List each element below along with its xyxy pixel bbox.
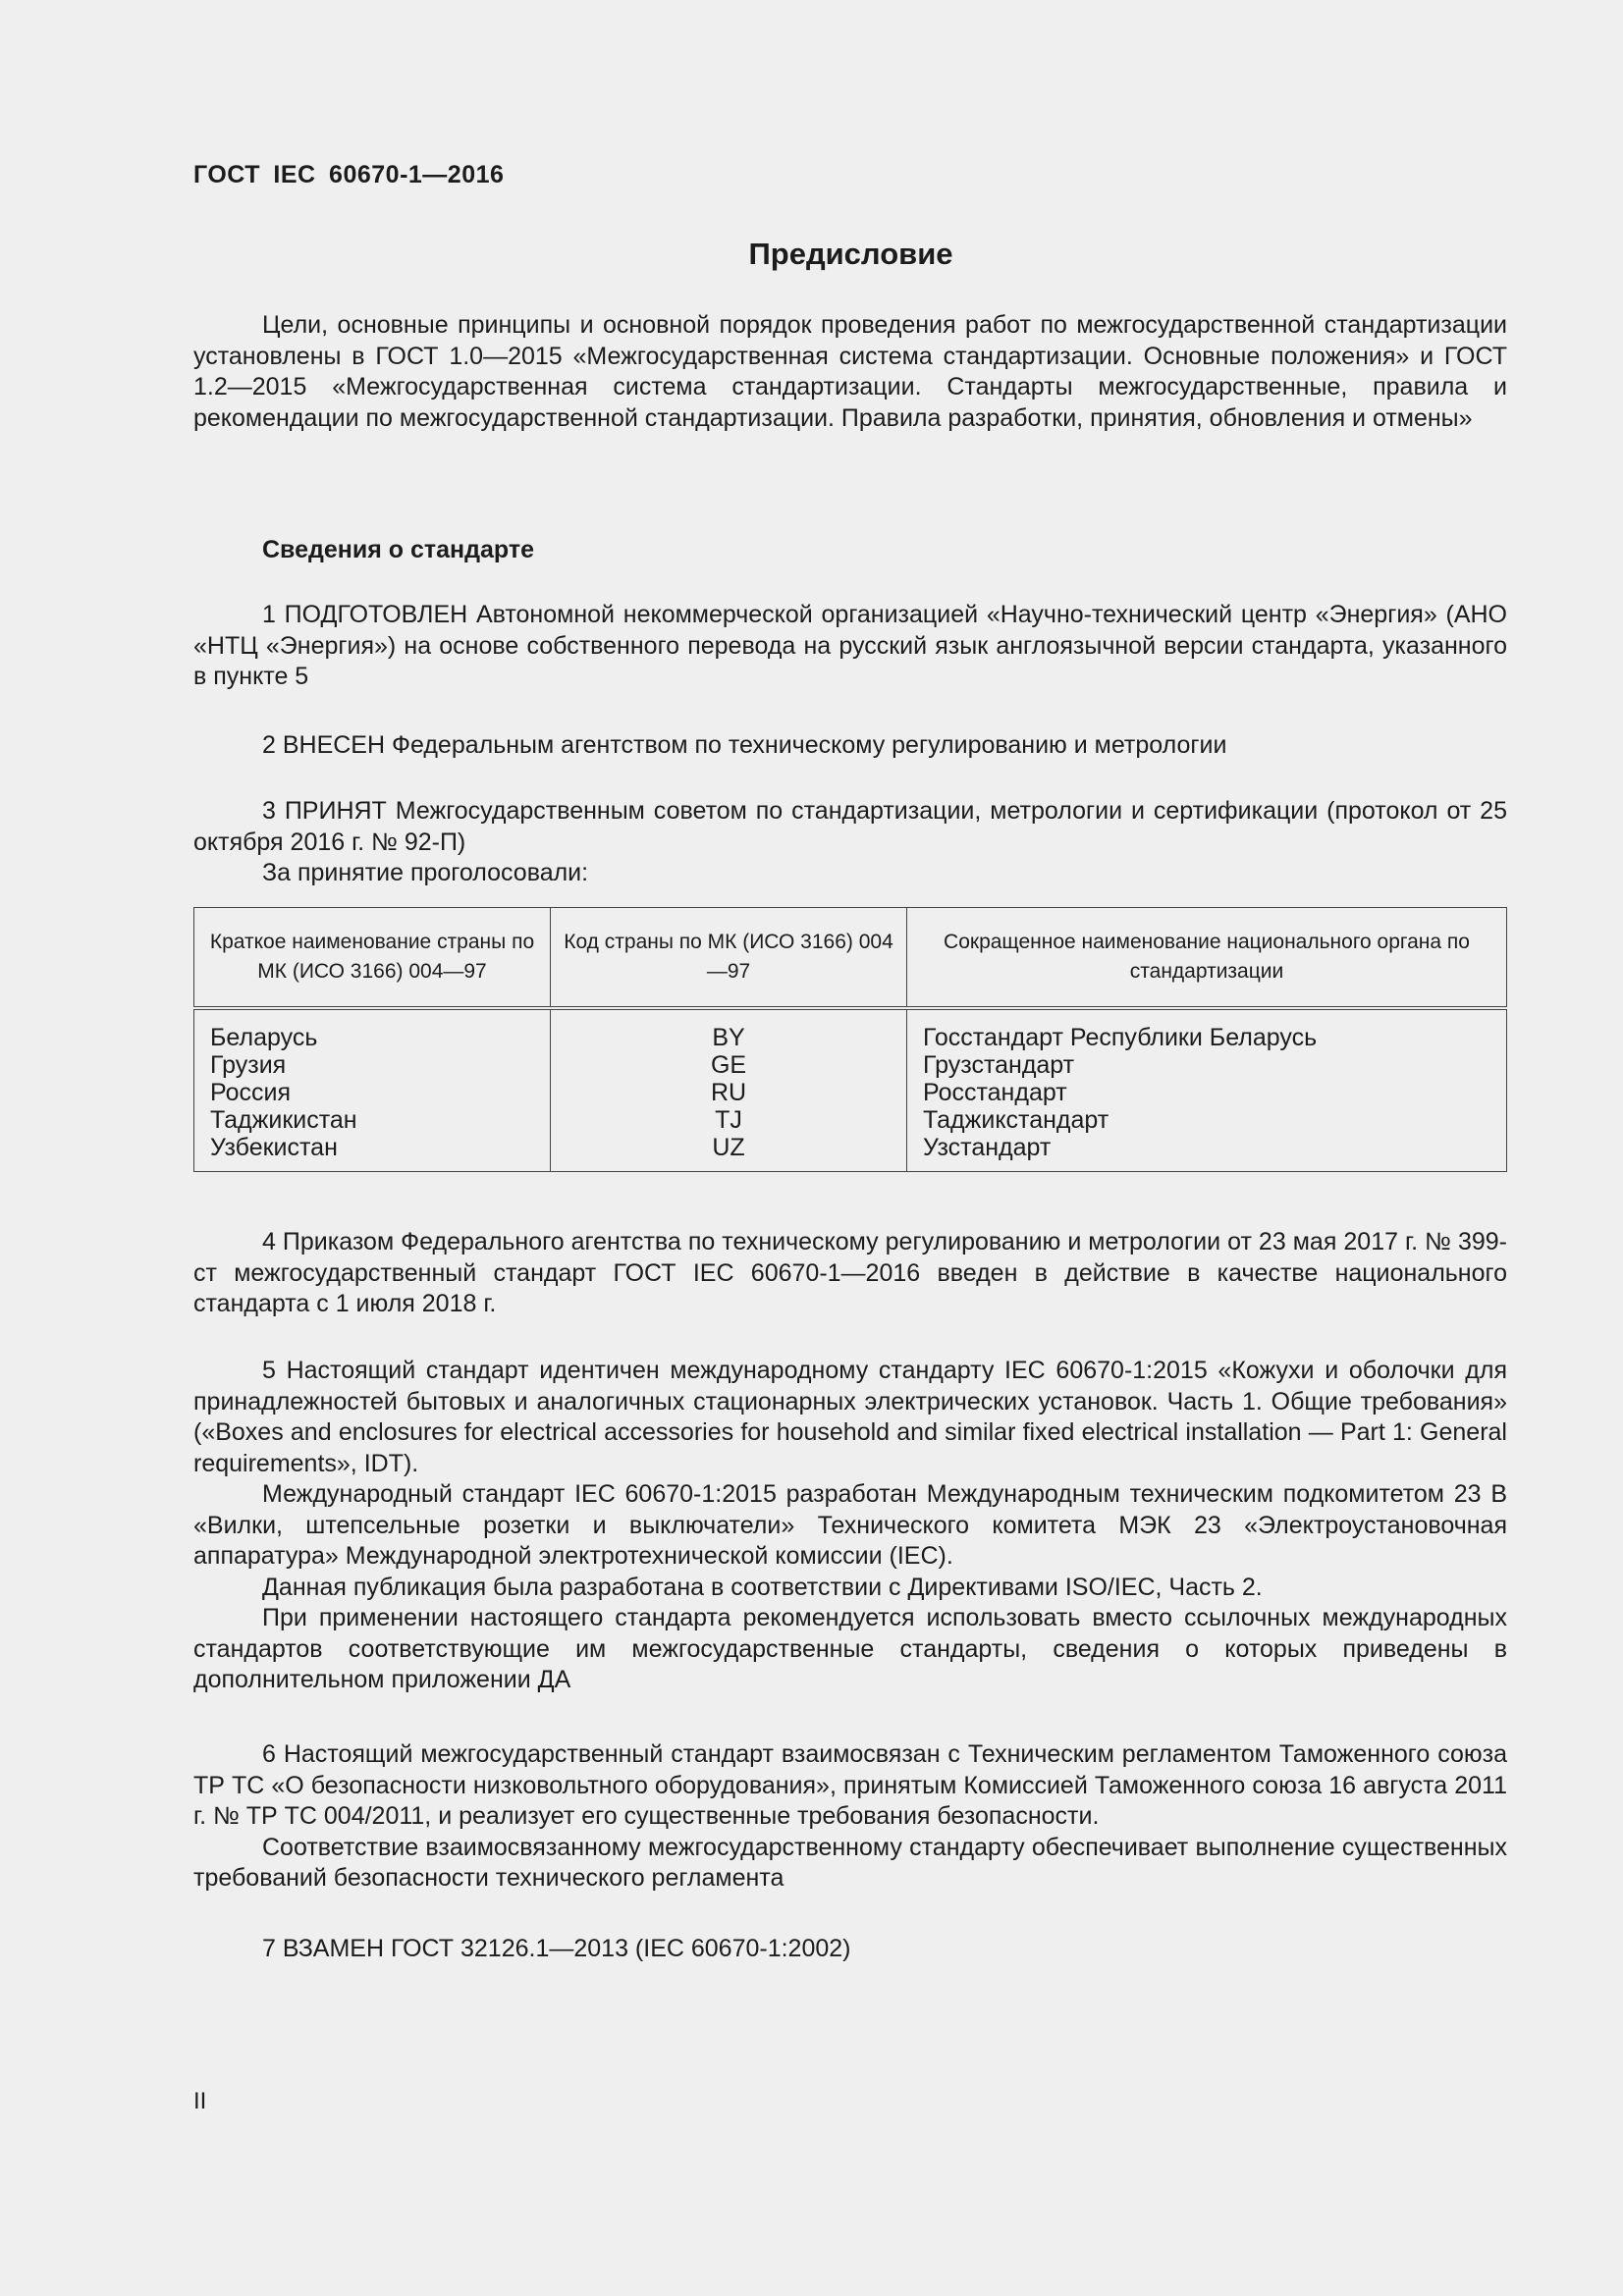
item-6-block (193, 1739, 1507, 1895)
item-5-paragraph-b: Международный стандарт IEC 60670-1:2015 разработан Международным техническим подкомитетом 23 B «Вилки, штепсельные розетки и выключатели» Технического комитета МЭК 23 «Электроустановочная аппаратура» Международной электротехнической комиссии (IEC). (193, 1480, 1507, 1570)
item-3-block (193, 796, 1507, 889)
table-row (194, 1051, 1507, 1079)
cell-national-body: Росстандарт (907, 1079, 1507, 1106)
cell-country: Россия (194, 1079, 551, 1106)
item-4-paragraph: 4 Приказом Федерального агентства по техническому регулированию и метрологии от 23 мая 2017 г. № 399-ст межгосударственный стандарт ГОСТ IEC 60670-1—2016 введен в действие в качестве национального стандарта с 1 июля 2018 г. (193, 1228, 1507, 1317)
item-7-paragraph: 7 ВЗАМЕН ГОСТ 32126.1—2013 (IEC 60670-1:2002) (262, 1935, 851, 1962)
intro-paragraph: Цели, основные принципы и основной порядок проведения работ по межгосударственной стандартизации установлены в ГОСТ 1.0—2015 «Межгосударственная система стандартизации. Основные положения» и ГОСТ 1.2—2015 «Межгосударственная система стандартизации. Стандарты межгосударственные, правила и рекомендации по межгосударственной стандартизации. Правила разработки, принятия, обновления и отмены» (193, 311, 1507, 432)
item-1-block (193, 600, 1507, 693)
item-6-paragraph-b: Соответствие взаимосвязанному межгосударственному стандарту обеспечивает выполнение существенных требований безопасности технического регламента (193, 1833, 1507, 1892)
cell-country: Беларусь (194, 1008, 551, 1051)
document-code-header: ГОСТ IEC 60670-1—2016 (193, 161, 505, 188)
item-4-block (193, 1227, 1507, 1320)
table-row (194, 1134, 1507, 1172)
item-3-paragraph: 3 ПРИНЯТ Межгосударственным советом по стандартизации, метрологии и сертификации (протокол от 25 октября 2016 г. № 92-П) (193, 797, 1507, 856)
cell-code: RU (551, 1079, 907, 1106)
item-7-block (193, 1934, 1507, 1965)
item-5-block (193, 1356, 1507, 1696)
cell-national-body: Таджикстандарт (907, 1106, 1507, 1134)
item-6-paragraph: 6 Настоящий межгосударственный стандарт взаимосвязан с Техническим регламентом Таможенного союза ТР ТС «О безопасности низковольтного оборудования», принятым Комиссией Таможенного союза 16 августа 2011 г. № ТР ТС 004/2011, и реализует его существенные требования безопасности. (193, 1740, 1507, 1830)
cell-code: TJ (551, 1106, 907, 1134)
item-1-paragraph: 1 ПОДГОТОВЛЕН Автономной некоммерческой организацией «Научно-технический центр «Энергия» (АНО «НТЦ «Энергия») на основе собственного перевода на русский язык англоязычной версии стандарта, указанного в пункте 5 (193, 601, 1507, 690)
page-number: II (193, 2088, 207, 2114)
cell-country: Грузия (194, 1051, 551, 1079)
cell-code: UZ (551, 1134, 907, 1172)
table-header-row (194, 908, 1507, 1009)
cell-country: Узбекистан (194, 1134, 551, 1172)
cell-national-body: Узстандарт (907, 1134, 1507, 1172)
cell-code: BY (551, 1008, 907, 1051)
table-row (194, 1079, 1507, 1106)
item-5-paragraph-c: Данная публикация была разработана в соответствии с Директивами ISO/IEC, Часть 2. (262, 1573, 1263, 1601)
item-2-block (193, 730, 1507, 762)
voting-table (193, 907, 1507, 1172)
voted-label: За принятие проголосовали: (262, 859, 589, 886)
item-5-paragraph-d: При применении настоящего стандарта рекомендуется использовать вместо ссылочных международных стандартов соответствующие им межгосударственные стандарты, сведения о которых приведены в дополнительном приложении ДА (193, 1604, 1507, 1693)
intro-block (193, 310, 1507, 434)
cell-country: Таджикистан (194, 1106, 551, 1134)
section-heading: Сведения о стандарте (262, 536, 535, 563)
cell-national-body: Грузстандарт (907, 1051, 1507, 1079)
cell-code: GE (551, 1051, 907, 1079)
cell-national-body: Госстандарт Республики Беларусь (907, 1008, 1507, 1051)
header-country: Краткое наименование страны по МК (ИСО 3166) 004—97 (194, 908, 551, 1009)
item-2-paragraph: 2 ВНЕСЕН Федеральным агентством по техническому регулированию и метрологии (262, 731, 1227, 759)
header-code: Код страны по МК (ИСО 3166) 004—97 (551, 908, 907, 1009)
header-national-body: Сокращенное наименование национального органа по стандартизации (907, 908, 1507, 1009)
table-row (194, 1008, 1507, 1051)
table-row (194, 1106, 1507, 1134)
page-title: Предисловие (748, 237, 953, 271)
item-5-paragraph: 5 Настоящий стандарт идентичен международному стандарту IEC 60670-1:2015 «Кожухи и оболочки для принадлежностей бытовых и аналогичных стационарных электрических установок. Часть 1. Общие требования» («Boxes and enclosures for electrical accessories for household and similar fixed electrical installation — Part 1: General requirements», IDT). (193, 1357, 1507, 1477)
